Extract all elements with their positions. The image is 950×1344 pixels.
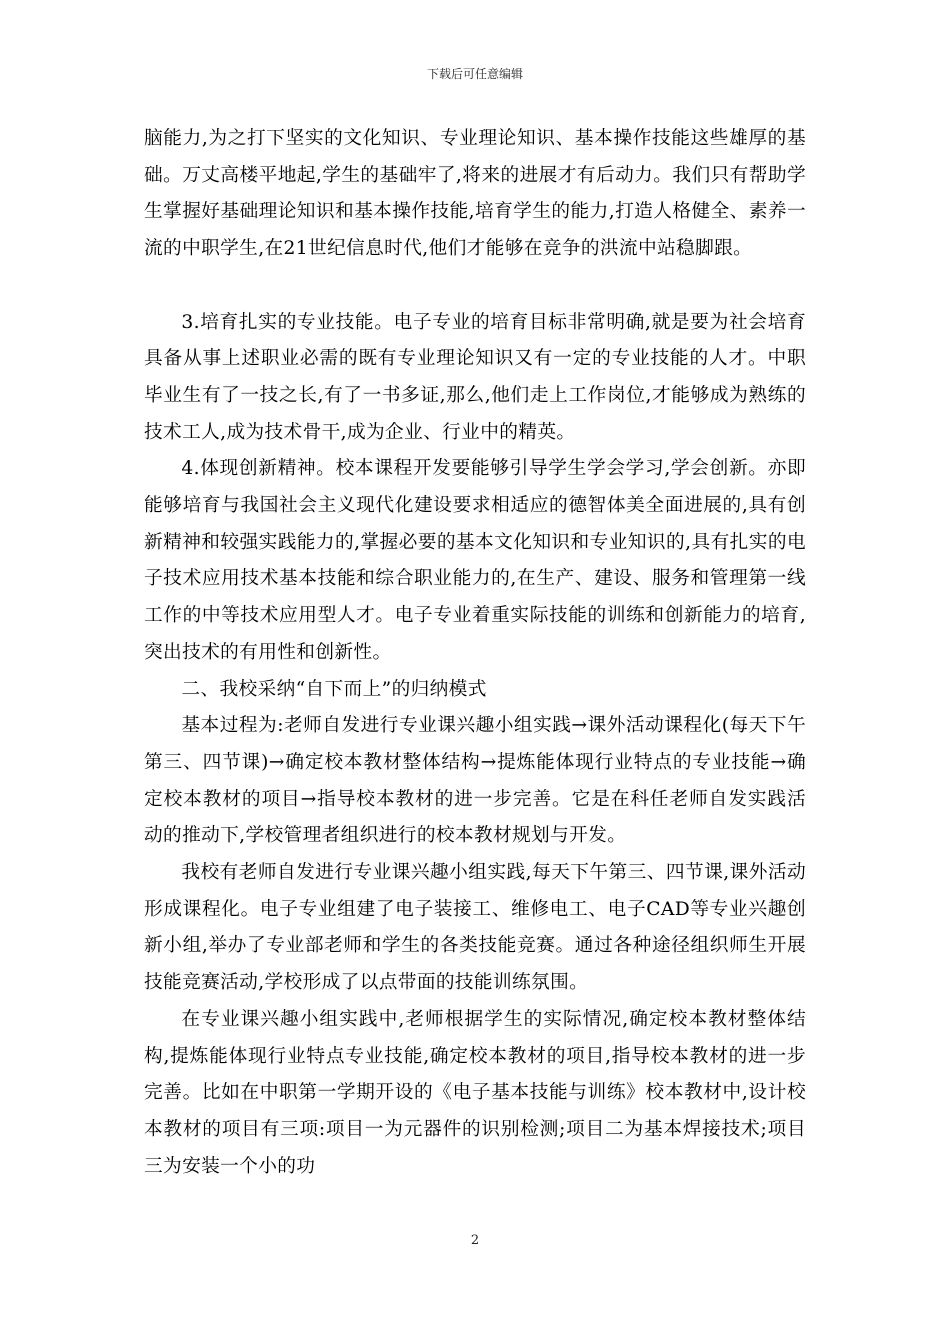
paragraph-basic-process: 基本过程为:老师自发进行专业课兴趣小组实践→课外活动课程化(每天下午第三、四节课)→确定校本教材整体结构→提炼能体现行业特点的专业技能→确定校本教材的项目→指导校本教材的进一步完善。它是在科任老师自发实践活动的推动下,学校管理者组织进行的校本教材规划与开发。: [144, 715, 806, 847]
page-number: 2: [470, 1233, 480, 1248]
paragraph-continuation: 脑能力,为之打下坚实的文化知识、专业理论知识、基本操作技能这些雄厚的基础。万丈高楼平地起,学生的基础牢了,将来的进展才有后动力。我们只有帮助学生掌握好基础理论知识和基本操作技能,培育学生的能力,打造人格健全、素养一流的中职学生,在21世纪信息时代,他们才能够在竞争的洪流中站稳脚跟。: [144, 128, 806, 260]
paragraph-item-4: 4.体现创新精神。校本课程开发要能够引导学生学会学习,学会创新。亦即能够培育与我国社会主义现代化建设要求相适应的德智体美全面进展的,具有创新精神和较强实践能力的,掌握必要的基本文化知识和专业知识的,具有扎实的电子技术应用技术基本技能和综合职业能力的,在生产、建设、服务和管理第一线工作的中等技术应用型人才。电子专业着重实际技能的训练和创新能力的培育,突出技术的有用性和创新性。: [144, 458, 806, 663]
page-header: 下载后可任意编辑: [426, 67, 523, 81]
paragraph-textbook-design: 在专业课兴趣小组实践中,老师根据学生的实际情况,确定校本教材整体结构,提炼能体现行业特点专业技能,确定校本教材的项目,指导校本教材的进一步完善。比如在中职第一学期开设的《电子基本技能与训练》校本教材中,设计校本教材的项目有三项:项目一为元器件的识别检测;项目二为基本焊接技术;项目三为安装一个小的功: [144, 1008, 806, 1177]
paragraph-interest-groups: 我校有老师自发进行专业课兴趣小组实践,每天下午第三、四节课,课外活动形成课程化。电子专业组建了电子装接工、维修电工、电子CAD等专业兴趣创新小组,举办了专业部老师和学生的各类技能竞赛。通过各种途径组织师生开展技能竞赛活动,学校形成了以点带面的技能训练氛围。: [144, 862, 806, 994]
section-heading: 二、我校采纳“自下而上”的归纳模式: [181, 678, 487, 700]
document-body: [144, 121, 806, 1185]
paragraph-item-3: 3.培育扎实的专业技能。电子专业的培育目标非常明确,就是要为社会培育具备从事上述职业必需的既有专业理论知识又有一定的专业技能的人才。中职毕业生有了一技之长,有了一书多证,那么,他们走上工作岗位,才能够成为熟练的技术工人,成为技术骨干,成为企业、行业中的精英。: [144, 311, 806, 443]
